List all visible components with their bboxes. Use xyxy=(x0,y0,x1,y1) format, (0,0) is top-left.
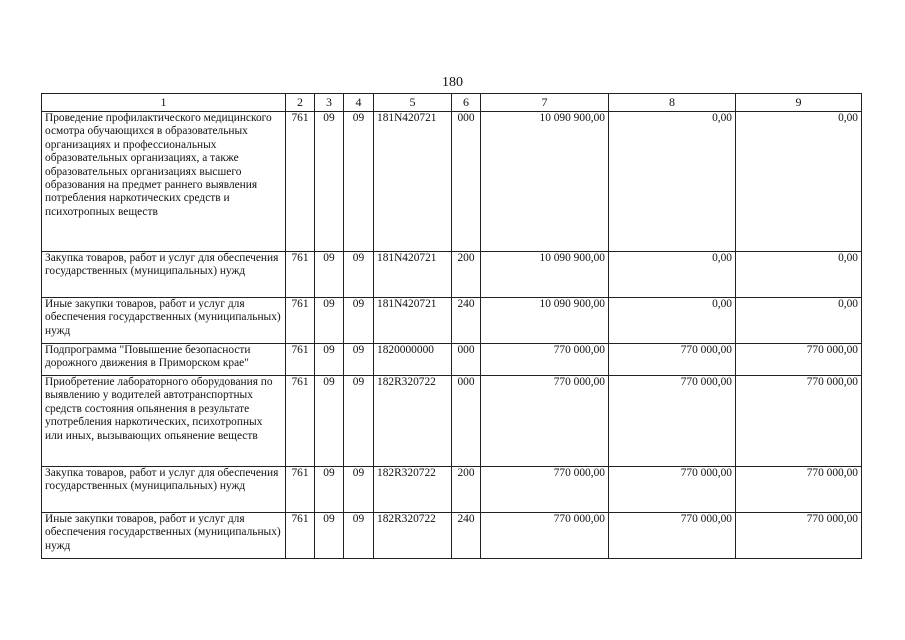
table-row xyxy=(42,298,862,344)
code-gr: 761 xyxy=(286,376,315,467)
row-name: Иные закупки товаров, работ и услуг для обеспечения государственных (муниципальных) нужд xyxy=(42,298,286,344)
row-name: Иные закупки товаров, работ и услуг для обеспечения государственных (муниципальных) нужд xyxy=(42,513,286,559)
code-rz: 09 xyxy=(315,376,344,467)
code-csr: 182R320722 xyxy=(374,513,452,559)
row-name: Приобретение лабораторного оборудования по выявлению у водителей автотранспортных средств состояния опьянения в результате употребления наркотических, психотропных или иных, вызывающих опьянение веществ xyxy=(42,376,286,467)
code-pr: 09 xyxy=(344,513,374,559)
code-gr: 761 xyxy=(286,513,315,559)
code-rz: 09 xyxy=(315,513,344,559)
amount-col7: 770 000,00 xyxy=(481,344,609,376)
code-csr: 181N420721 xyxy=(374,298,452,344)
table-row xyxy=(42,344,862,376)
code-csr: 182R320722 xyxy=(374,376,452,467)
header-cell: 9 xyxy=(736,94,862,112)
amount-col8: 0,00 xyxy=(609,298,736,344)
budget-table xyxy=(41,93,862,559)
code-vr: 000 xyxy=(452,376,481,467)
code-vr: 240 xyxy=(452,298,481,344)
amount-col8: 0,00 xyxy=(609,112,736,252)
code-vr: 000 xyxy=(452,112,481,252)
amount-col9: 770 000,00 xyxy=(736,376,862,467)
table-row xyxy=(42,252,862,298)
code-pr: 09 xyxy=(344,252,374,298)
code-vr: 240 xyxy=(452,513,481,559)
page-number: 180 xyxy=(442,75,463,90)
code-pr: 09 xyxy=(344,344,374,376)
code-rz: 09 xyxy=(315,112,344,252)
amount-col7: 10 090 900,00 xyxy=(481,252,609,298)
code-rz: 09 xyxy=(315,298,344,344)
amount-col8: 770 000,00 xyxy=(609,513,736,559)
code-vr: 200 xyxy=(452,467,481,513)
table-row xyxy=(42,112,862,252)
amount-col7: 10 090 900,00 xyxy=(481,112,609,252)
row-name: Проведение профилактического медицинского осмотра обучающихся в образовательных организациях и профессиональных образовательных организациях, а также образовательных организациях высшего образования на предмет раннего выявления потребления наркотических средств и психотропных веществ xyxy=(42,112,286,252)
amount-col7: 10 090 900,00 xyxy=(481,298,609,344)
amount-col8: 770 000,00 xyxy=(609,467,736,513)
header-cell: 4 xyxy=(344,94,374,112)
code-pr: 09 xyxy=(344,376,374,467)
amount-col8: 770 000,00 xyxy=(609,376,736,467)
code-csr: 181N420721 xyxy=(374,112,452,252)
row-name: Закупка товаров, работ и услуг для обеспечения государственных (муниципальных) нужд xyxy=(42,252,286,298)
amount-col9: 770 000,00 xyxy=(736,513,862,559)
row-name: Закупка товаров, работ и услуг для обеспечения государственных (муниципальных) нужд xyxy=(42,467,286,513)
code-rz: 09 xyxy=(315,252,344,298)
header-cell: 6 xyxy=(452,94,481,112)
code-vr: 000 xyxy=(452,344,481,376)
amount-col9: 770 000,00 xyxy=(736,344,862,376)
amount-col7: 770 000,00 xyxy=(481,467,609,513)
code-gr: 761 xyxy=(286,344,315,376)
code-gr: 761 xyxy=(286,252,315,298)
header-cell: 1 xyxy=(42,94,286,112)
code-gr: 761 xyxy=(286,112,315,252)
header-cell: 7 xyxy=(481,94,609,112)
header-cell: 5 xyxy=(374,94,452,112)
amount-col9: 770 000,00 xyxy=(736,467,862,513)
code-rz: 09 xyxy=(315,467,344,513)
code-csr: 1820000000 xyxy=(374,344,452,376)
code-gr: 761 xyxy=(286,298,315,344)
code-pr: 09 xyxy=(344,467,374,513)
header-row xyxy=(42,94,862,112)
code-gr: 761 xyxy=(286,467,315,513)
amount-col7: 770 000,00 xyxy=(481,376,609,467)
table-row xyxy=(42,513,862,559)
amount-col9: 0,00 xyxy=(736,252,862,298)
header-cell: 2 xyxy=(286,94,315,112)
amount-col9: 0,00 xyxy=(736,298,862,344)
table-row xyxy=(42,467,862,513)
code-pr: 09 xyxy=(344,298,374,344)
code-vr: 200 xyxy=(452,252,481,298)
header-cell: 8 xyxy=(609,94,736,112)
code-csr: 182R320722 xyxy=(374,467,452,513)
amount-col8: 0,00 xyxy=(609,252,736,298)
code-csr: 181N420721 xyxy=(374,252,452,298)
code-rz: 09 xyxy=(315,344,344,376)
amount-col7: 770 000,00 xyxy=(481,513,609,559)
amount-col8: 770 000,00 xyxy=(609,344,736,376)
row-name: Подпрограмма "Повышение безопасности дорожного движения в Приморском крае" xyxy=(42,344,286,376)
table-row xyxy=(42,376,862,467)
code-pr: 09 xyxy=(344,112,374,252)
header-cell: 3 xyxy=(315,94,344,112)
amount-col9: 0,00 xyxy=(736,112,862,252)
